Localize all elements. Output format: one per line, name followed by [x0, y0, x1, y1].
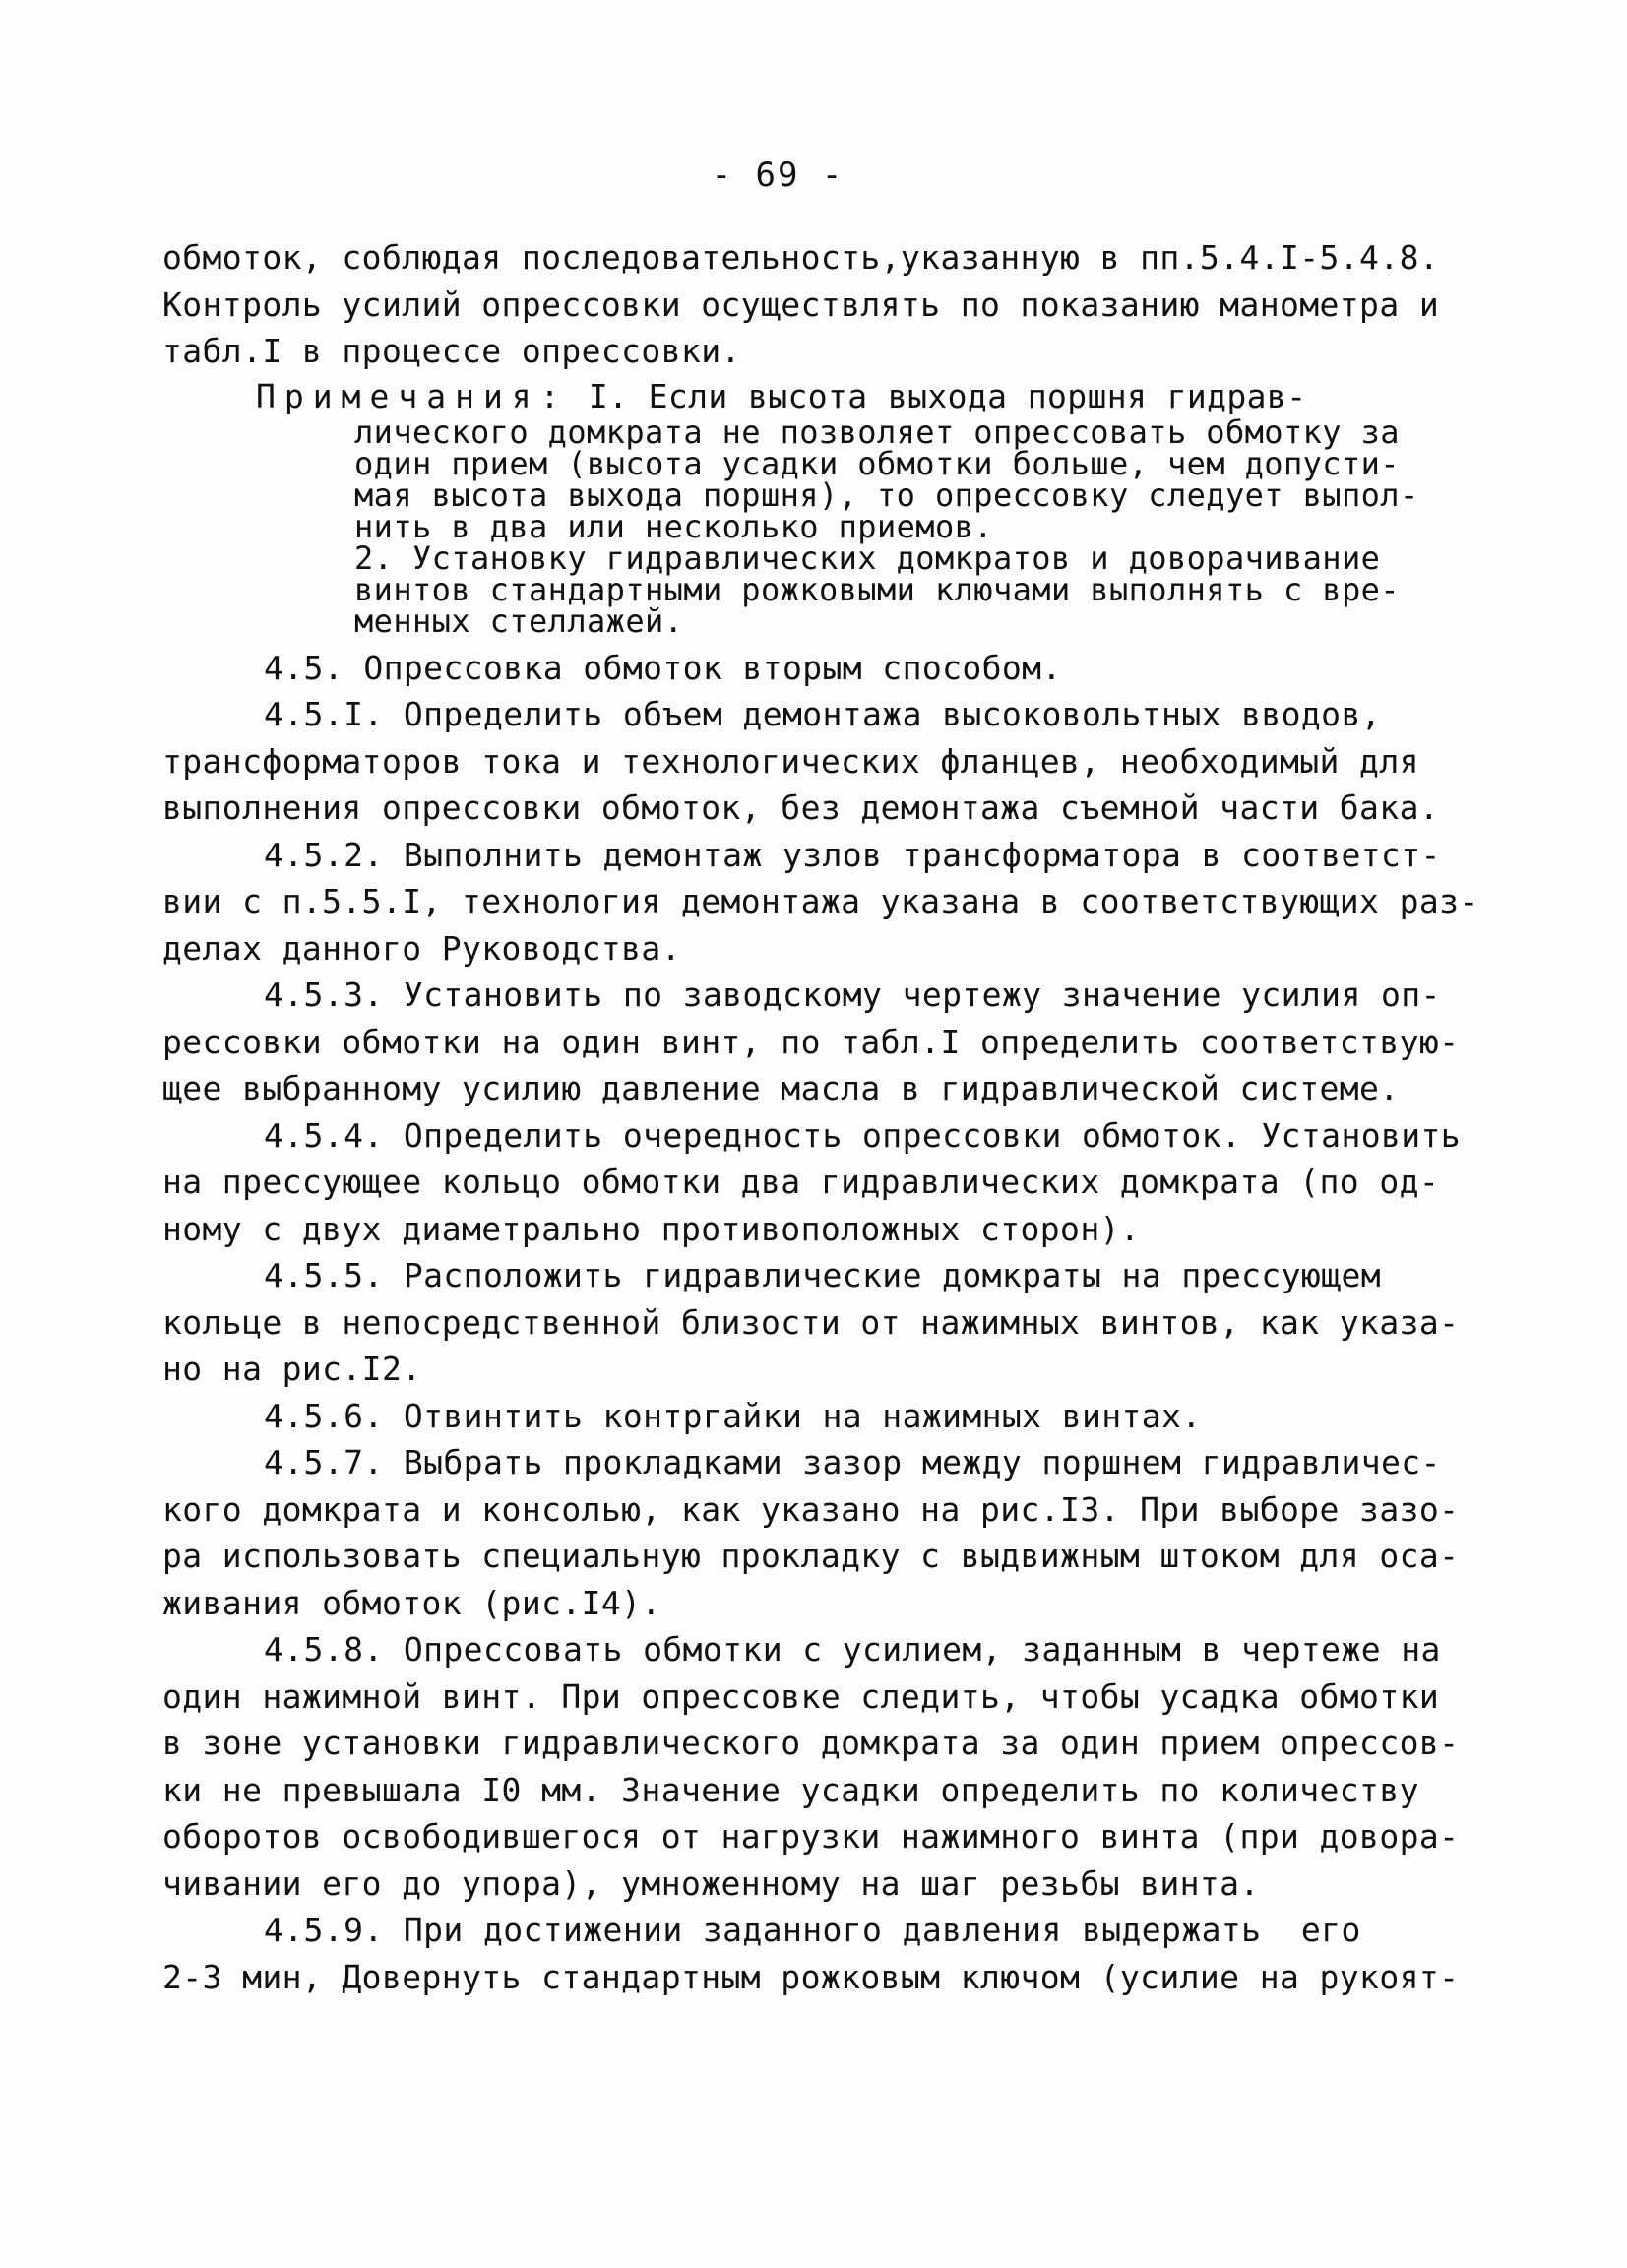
paragraph-line: в зоне установки гидравлического домкрата за один прием опрессов- [162, 1724, 1460, 1762]
paragraph-line: 4.5.3. Установить по заводскому чертежу значение усилия оп- [264, 976, 1441, 1014]
paragraph-4-5-9 [162, 1907, 1460, 2000]
paragraph-line: 4.5.4. Определить очередность опрессовки обмоток. Установить [264, 1115, 1462, 1155]
paragraph-line: 4.5.I. Определить объем демонтажа высоковольтных вводов, [264, 695, 1381, 733]
document-body [162, 234, 1479, 2000]
paragraph-line: кого домкрата и консолью, как указано на рис.I3. При выборе зазо- [162, 1489, 1460, 1529]
paragraph-4-5-6 [162, 1393, 1432, 1440]
note-line: менных стеллажей. [354, 601, 684, 640]
paragraph-4-5-1 [162, 691, 1440, 832]
paragraph-4-5-7 [162, 1439, 1460, 1626]
paragraph-4-5-4 [162, 1112, 1462, 1253]
note-line: нить в два или несколько приемов. [354, 507, 993, 545]
paragraph-line: 4.5.9. При достижении заданного давления выдержать его [264, 1911, 1361, 1949]
note-line: 2. Установку гидравлических домкратов и доворачивание [354, 538, 1381, 577]
text-line: Контроль усилий опрессовки осуществлять по показанию манометра и [162, 284, 1440, 324]
paragraph-line: на прессующее кольцо обмотки два гидравлических домкрата (по од- [162, 1163, 1440, 1201]
paragraph-line: но на рис.I2. [162, 1350, 422, 1388]
paragraph-line: кольце в непосредственной близости от нажимных винтов, как указа- [162, 1302, 1460, 1342]
paragraph-line: 2-3 мин, Довернуть стандартным рожковым ключом (усилие на рукоят- [162, 1957, 1460, 1996]
paragraph-line: трансформаторов тока и технологических фланцев, необходимый для [162, 741, 1419, 781]
note-line: лического домкрата не позволяет опрессовать обмотку за [354, 412, 1400, 451]
paragraph-line: чивании его до упора), умноженному на шаг резьбы винта. [162, 1863, 1260, 1903]
paragraph-line: 4.5.7. Выбрать прокладками зазор между поршнем гидравличес- [264, 1443, 1441, 1481]
paragraph-line: выполнения опрессовки обмоток, без демонтажа съемной части бака. [162, 788, 1440, 827]
paragraph-line: вии с п.5.5.I, технология демонтажа указана в соответствующих раз- [162, 882, 1479, 920]
paragraph-line: 4.5.5. Расположить гидравлические домкраты на прессующем [264, 1256, 1381, 1294]
note-first-text: I. Если высота выхода поршня гидрав- [588, 376, 1307, 415]
paragraph-line: ра использовать специальную прокладку с выдвижным штоком для оса- [162, 1537, 1460, 1575]
paragraph-line: делах данного Руководства. [162, 928, 681, 968]
paragraph-4-5-8 [162, 1626, 1460, 1907]
paragraph-line: 4.5.6. Отвинтить контргайки на нажимных винтах. [264, 1396, 1202, 1435]
note-line: один прием (высота усадки обмотки больше, чем допусти- [354, 444, 1400, 482]
text-line: табл.I в процессе опрессовки. [162, 332, 741, 370]
paragraph-4-5-2 [162, 832, 1479, 973]
section-heading-4-5 [162, 645, 1432, 692]
note-line: мая высота выхода поршня), то опрессовку следует выпол- [354, 475, 1419, 514]
paragraph-line: ки не превышала I0 мм. Значение усадки определить по количеству [162, 1770, 1419, 1809]
paragraph-line: рессовки обмотки на один винт, по табл.I определить соответствую- [162, 1022, 1460, 1061]
paragraph-4-5-5 [162, 1252, 1460, 1393]
paragraph-line: 4.5.2. Выполнить демонтаж узлов трансформатора в соответст- [264, 835, 1441, 874]
paragraph-line: один нажимной винт. При опрессовке следить, чтобы усадка обмотки [162, 1676, 1440, 1716]
note-line: винтов стандартными рожковыми ключами выполнять с вре- [354, 570, 1400, 608]
paragraph-line: оборотов освободившегося от нагрузки нажимного винта (при довора- [162, 1817, 1460, 1856]
page-number: - 69 - [711, 156, 845, 195]
notes-label: Примечания: [256, 376, 569, 415]
paragraph-4-5-3 [162, 972, 1460, 1112]
note-first-line [162, 377, 1432, 416]
paragraph-line: живания обмоток (рис.I4). [162, 1583, 661, 1622]
section-heading: 4.5. Опрессовка обмоток вторым способом. [264, 648, 1062, 687]
text-line: обмоток, соблюдая последовательность,указанную в пп.5.4.I-5.4.8. [162, 238, 1440, 277]
paragraph-line: 4.5.8. Опрессовать обмотки с усилием, заданным в чертеже на [264, 1630, 1441, 1669]
notes-block [162, 376, 1432, 640]
paragraph-line: ному с двух диаметрально противоположных сторон). [162, 1209, 1141, 1248]
paragraph-line: щее выбранному усилию давление масла в гидравлической системе. [162, 1069, 1400, 1107]
